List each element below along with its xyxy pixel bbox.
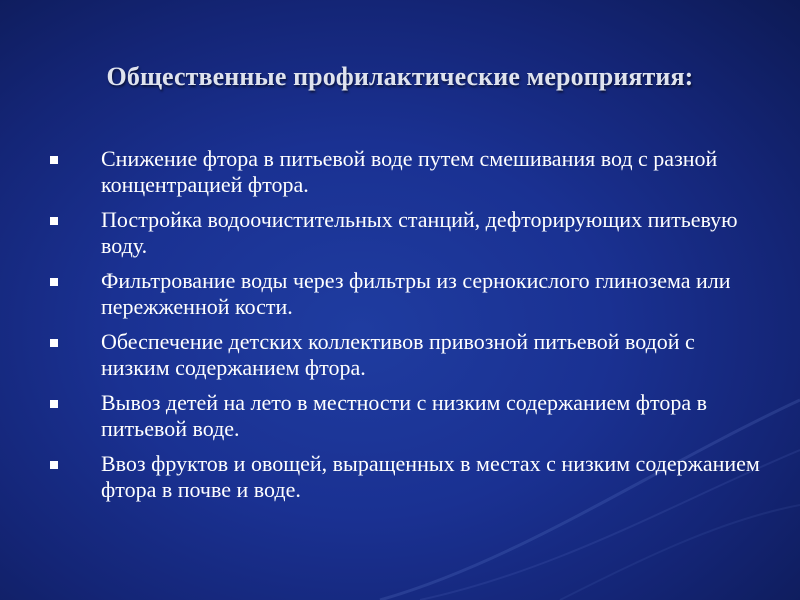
bullet-text: Вывоз детей на лето в местности с низким содержанием фтора в питьевой воде. — [101, 390, 707, 441]
bullet-text: Фильтрование воды через фильтры из сернокислого глинозема или пережженной кости. — [101, 268, 731, 319]
list-item — [0, 390, 800, 442]
square-bullet-icon — [50, 461, 58, 469]
bullet-text: Обеспечение детских коллективов привозной питьевой водой с низким содержанием фтора. — [101, 329, 695, 380]
bullet-text: Ввоз фруктов и овощей, выращенных в местах с низким содержанием фтора в почве и воде. — [101, 451, 760, 502]
list-item — [0, 146, 800, 198]
list-item — [0, 451, 800, 503]
bullet-text: Снижение фтора в питьевой воде путем смешивания вод с разной концентрацией фтора. — [101, 146, 718, 197]
list-item — [0, 329, 800, 381]
list-item — [0, 207, 800, 259]
bullet-text: Постройка водоочистительных станций, дефторирующих питьевую воду. — [101, 207, 738, 258]
square-bullet-icon — [50, 339, 58, 347]
square-bullet-icon — [50, 156, 58, 164]
slide-title: Общественные профилактические мероприятия: — [106, 62, 694, 91]
bullet-list — [0, 146, 800, 512]
square-bullet-icon — [50, 278, 58, 286]
square-bullet-icon — [50, 400, 58, 408]
list-item — [0, 268, 800, 320]
square-bullet-icon — [50, 217, 58, 225]
